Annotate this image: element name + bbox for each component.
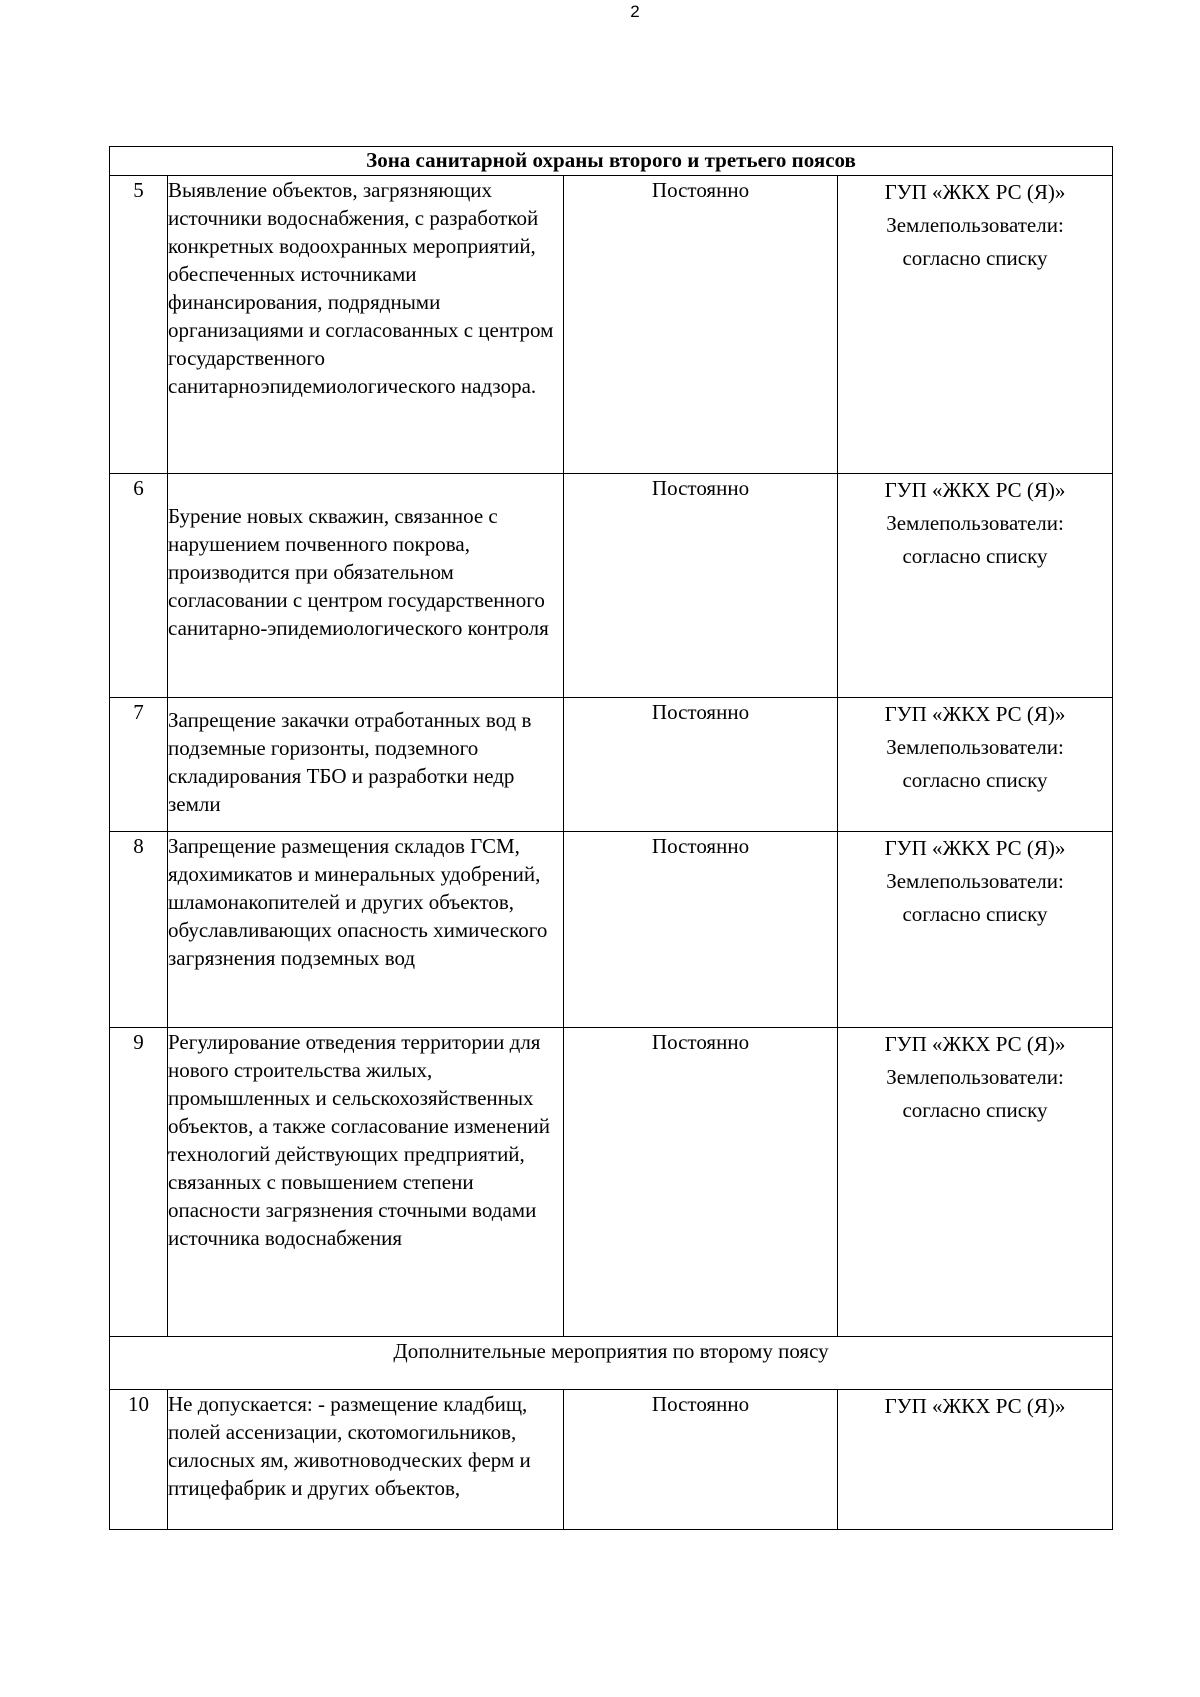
row-term: Постоянно	[564, 1028, 838, 1337]
row-term: Постоянно	[564, 1390, 838, 1530]
row-number: 5	[110, 176, 168, 474]
table-row	[110, 698, 1113, 832]
table-row	[110, 1390, 1113, 1530]
responsible-line: Землепользователи:	[886, 213, 1064, 237]
responsible-line: Землепользователи:	[886, 1065, 1064, 1089]
row-responsible	[838, 698, 1113, 832]
row-number: 6	[110, 474, 168, 698]
responsible-line: Землепользователи:	[886, 735, 1064, 759]
measures-table	[109, 146, 1113, 1530]
responsible-line: ГУП «ЖКХ РС (Я)»	[884, 836, 1066, 860]
row-description: Выявление объектов, загрязняющих источники водоснабжения, с разработкой конкретных водоохранных мероприятий, обеспеченных источниками финансирования, подрядными организациями и согласованных с центром государственного санитарноэпидемиологического надзора.	[168, 176, 564, 474]
responsible-line: Землепользователи:	[886, 869, 1064, 893]
responsible-line: ГУП «ЖКХ РС (Я)»	[884, 180, 1066, 204]
row-description: Не допускается: - размещение кладбищ, полей ассенизации, скотомогильников, силосных ям, животноводческих ферм и птицефабрик и других объектов,	[168, 1390, 564, 1530]
section-title: Зона санитарной охраны второго и третьего поясов	[110, 147, 1113, 176]
responsible-line: согласно списку	[902, 902, 1048, 926]
row-responsible	[838, 474, 1113, 698]
row-responsible	[838, 176, 1113, 474]
row-term: Постоянно	[564, 832, 838, 1028]
section-header-row	[110, 147, 1113, 176]
responsible-line: ГУП «ЖКХ РС (Я)»	[884, 1394, 1066, 1418]
responsible-line: согласно списку	[902, 544, 1048, 568]
row-description: Бурение новых скважин, связанное с нарушением почвенного покрова, производится при обязательном согласовании с центром государственного санитарно-эпидемиологического контроля	[168, 474, 564, 698]
row-number: 10	[110, 1390, 168, 1530]
section-header-row	[110, 1337, 1113, 1390]
row-number: 8	[110, 832, 168, 1028]
responsible-line: согласно списку	[902, 246, 1048, 270]
responsible-line: ГУП «ЖКХ РС (Я)»	[884, 1032, 1066, 1056]
row-responsible	[838, 1028, 1113, 1337]
responsible-line: согласно списку	[902, 1098, 1048, 1122]
responsible-line: Землепользователи:	[886, 511, 1064, 535]
page-number: 2	[630, 2, 640, 21]
section-subtitle: Дополнительные мероприятия по второму поясу	[110, 1337, 1113, 1390]
table-row	[110, 474, 1113, 698]
row-responsible	[838, 832, 1113, 1028]
table-row	[110, 176, 1113, 474]
row-description: Запрещение закачки отработанных вод в подземные горизонты, подземного складирования ТБО и разработки недр земли	[168, 698, 564, 832]
row-number: 7	[110, 698, 168, 832]
row-description: Запрещение размещения складов ГСМ, ядохимикатов и минеральных удобрений, шламонакопителей и других объектов, обуславливающих опасность химического загрязнения подземных вод	[168, 832, 564, 1028]
responsible-line: согласно списку	[902, 768, 1048, 792]
row-term: Постоянно	[564, 474, 838, 698]
row-description: Регулирование отведения территории для нового строительства жилых, промышленных и сельскохозяйственных объектов, а также согласование изменений технологий действующих предприятий, связанных с повышением степени опасности загрязнения сточными водами источника водоснабжения	[168, 1028, 564, 1337]
responsible-line: ГУП «ЖКХ РС (Я)»	[884, 478, 1066, 502]
row-responsible	[838, 1390, 1113, 1530]
responsible-line: ГУП «ЖКХ РС (Я)»	[884, 702, 1066, 726]
table-row	[110, 832, 1113, 1028]
table-row	[110, 1028, 1113, 1337]
row-number: 9	[110, 1028, 168, 1337]
row-term: Постоянно	[564, 176, 838, 474]
row-term: Постоянно	[564, 698, 838, 832]
